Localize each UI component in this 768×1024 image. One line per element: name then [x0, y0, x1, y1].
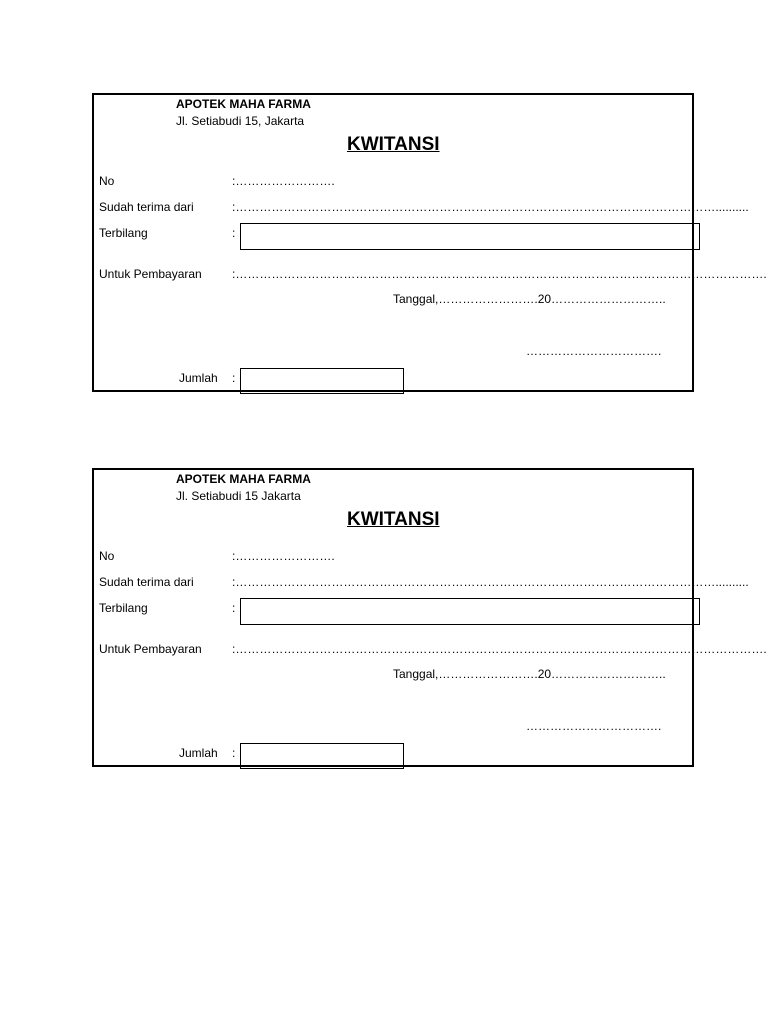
payment-for-field: :……………………………………………………………………………………………………………………. — [232, 642, 767, 656]
amount-in-words-colon: : — [232, 226, 236, 240]
amount-colon: : — [232, 746, 236, 760]
date-line: Tanggal,…………………….20……………………….. — [393, 292, 666, 306]
received-from-field: :………………………………………………………………………………………………………….......... — [232, 575, 749, 589]
payment-for-label: Untuk Pembayaran — [99, 642, 202, 656]
signature-line: ……………………………. — [526, 719, 662, 733]
no-label: No — [99, 174, 115, 188]
amount-label: Jumlah — [179, 371, 218, 385]
no-label: No — [99, 549, 115, 563]
signature-line: ……………………………. — [526, 344, 662, 358]
pharmacy-name: APOTEK MAHA FARMA — [176, 472, 311, 486]
amount-colon: : — [232, 371, 236, 385]
received-from-field: :………………………………………………………………………………………………………….......... — [232, 200, 749, 214]
pharmacy-name: APOTEK MAHA FARMA — [176, 97, 311, 111]
amount-label: Jumlah — [179, 746, 218, 760]
amount-in-words-box[interactable] — [240, 223, 700, 250]
pharmacy-address: Jl. Setiabudi 15 Jakarta — [176, 489, 301, 503]
receipt-2 — [92, 468, 767, 767]
pharmacy-address: Jl. Setiabudi 15, Jakarta — [176, 114, 305, 128]
payment-for-field: :……………………………………………………………………………………………………………………. — [232, 267, 767, 281]
amount-in-words-box[interactable] — [240, 598, 700, 625]
receipt-1 — [92, 93, 767, 392]
amount-box[interactable] — [240, 743, 404, 769]
date-line: Tanggal,…………………….20……………………….. — [393, 667, 666, 681]
amount-in-words-label: Terbilang — [99, 601, 148, 615]
received-from-label: Sudah terima dari — [99, 575, 194, 589]
receipt-title: KWITANSI — [347, 134, 440, 155]
no-field: :……………………. — [232, 549, 335, 563]
amount-box[interactable] — [240, 368, 404, 394]
amount-in-words-colon: : — [232, 601, 236, 615]
receipt-title: KWITANSI — [347, 509, 440, 530]
received-from-label: Sudah terima dari — [99, 200, 194, 214]
amount-in-words-label: Terbilang — [99, 226, 148, 240]
no-field: :……………………. — [232, 174, 335, 188]
payment-for-label: Untuk Pembayaran — [99, 267, 202, 281]
